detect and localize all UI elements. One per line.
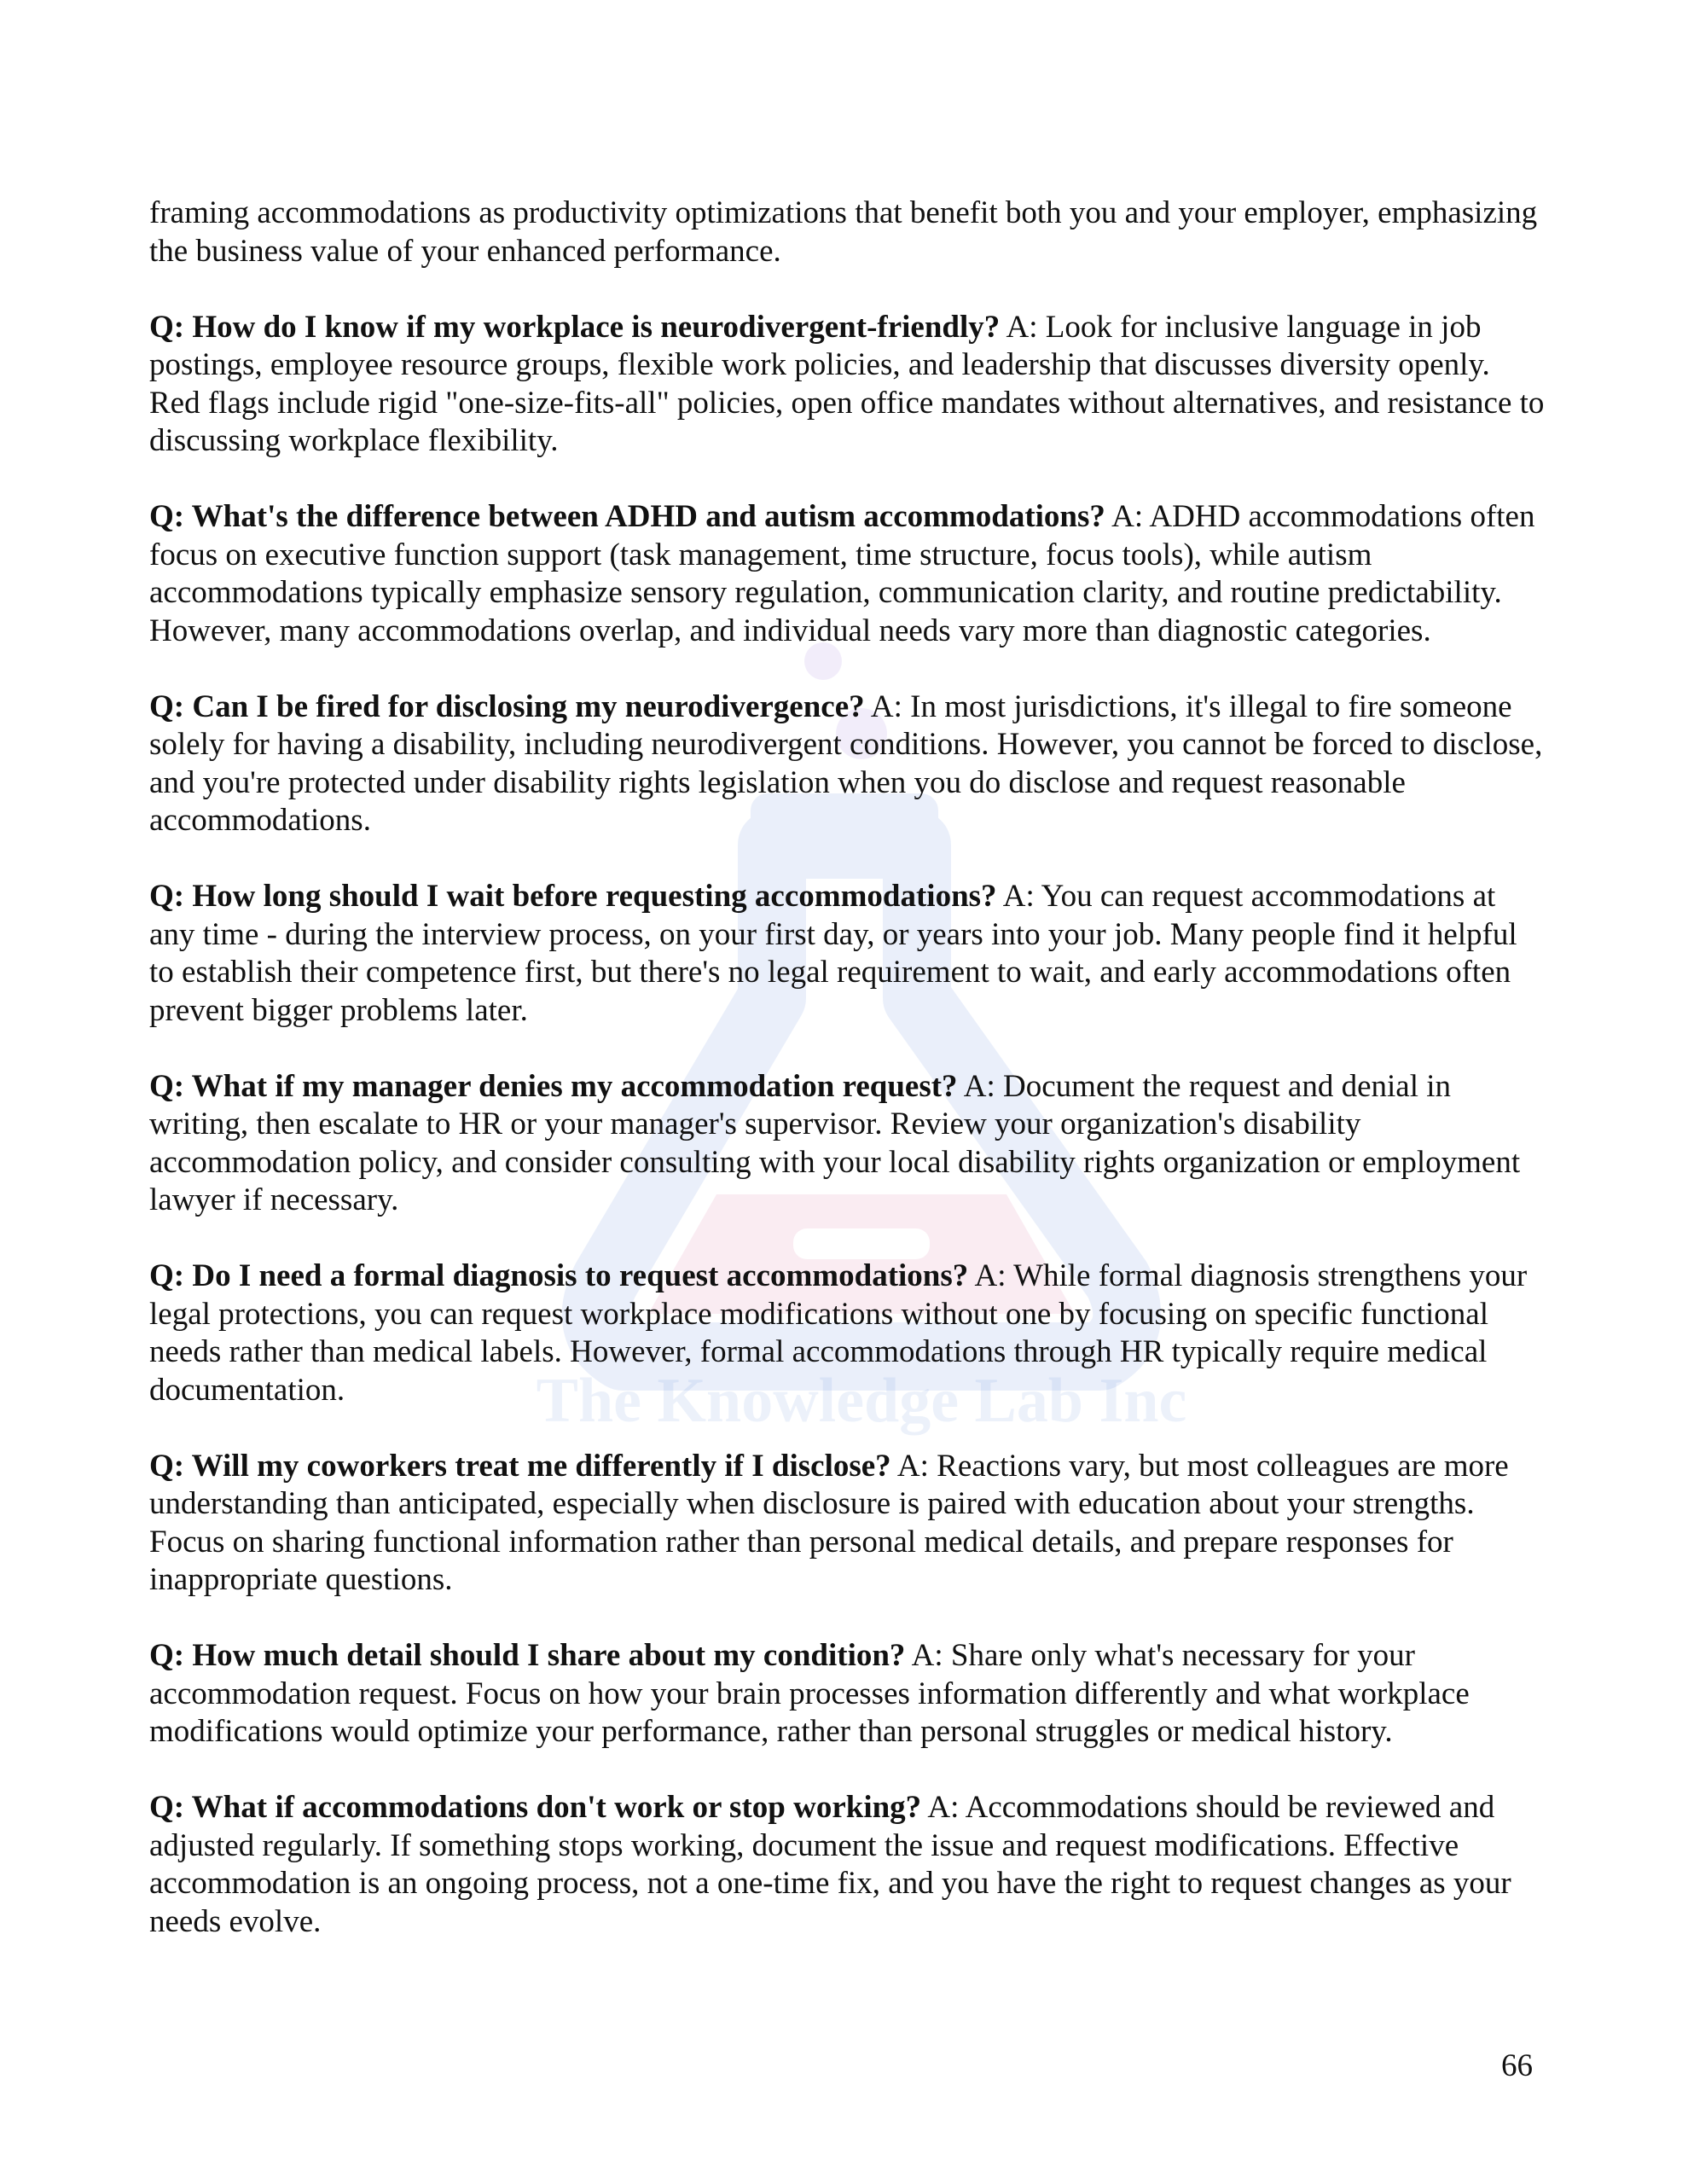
faq-item (149, 1448, 1548, 1600)
faq-question: Q: What if accommodations don't work or stop working? (149, 1790, 922, 1825)
faq-answer: A: Accommodations should be reviewed and adjusted regularly. If something stops working, document the issue and request modifications. Effective accommodation is an ongoing process, not a one-time fix, and you have the right to request changes as your needs evolve. (149, 1790, 1511, 1939)
faq-answer: A: In most jurisdictions, it's illegal to fire someone solely for having a disability, including neurodivergent conditions. However, you cannot be forced to disclose, and you're protected under disability rights legislation when you do disclose and request reasonable accommodations. (149, 688, 1543, 838)
faq-answer: A: You can request accommodations at any time - during the interview process, on your first day, or years into your job. Many people find it helpful to establish their competence first, but there's no legal requirement to wait, and early accommodations often prevent bigger problems later. (149, 879, 1517, 1028)
faq-item (149, 878, 1548, 1030)
faq-item (149, 688, 1548, 840)
faq-answer: A: Share only what's necessary for your accommodation request. Focus on how your brain processes information differently and what workplace modifications would optimize your performance, rather than personal struggles or medical history. (149, 1638, 1470, 1749)
faq-question: Q: Can I be fired for disclosing my neurodivergence? (149, 688, 865, 724)
faq-item (149, 1068, 1548, 1220)
faq-answer: A: While formal diagnosis strengthens your legal protections, you can request workplace modifications without one by focusing on specific functional needs rather than medical labels. However, formal accommodations through HR typically require medical documentation. (149, 1258, 1528, 1408)
faq-content (149, 195, 1548, 1979)
page-number: 66 (1501, 2048, 1533, 2083)
faq-question: Q: Do I need a formal diagnosis to request accommodations? (149, 1258, 969, 1293)
faq-answer: A: Reactions vary, but most colleagues are more understanding than anticipated, especially when disclosure is paired with education about your strengths. Focus on sharing functional information rather than personal medical details, and prepare responses for inappropriate questions. (149, 1448, 1509, 1597)
faq-answer: A: Look for inclusive language in job postings, employee resource groups, flexible work policies, and leadership that discusses diversity openly. Red flags include rigid "one-size-fits-all" policies, open office mandates without alternatives, and resistance to discussing workplace flexibility. (149, 309, 1545, 458)
faq-question: Q: Will my coworkers treat me differently if I disclose? (149, 1448, 891, 1484)
faq-item (149, 498, 1548, 650)
faq-question: Q: How much detail should I share about my condition? (149, 1638, 906, 1673)
intro-paragraph: framing accommodations as productivity optimizations that benefit both you and your employer, emphasizing the business value of your enhanced performance. (149, 195, 1538, 269)
faq-question: Q: What's the difference between ADHD and autism accommodations? (149, 499, 1105, 534)
faq-question: Q: How do I know if my workplace is neurodivergent-friendly? (149, 309, 1001, 345)
faq-item (149, 1789, 1548, 1941)
faq-item (149, 309, 1548, 461)
faq-question: Q: What if my manager denies my accommodation request? (149, 1068, 958, 1104)
watermark-text: The Knowledge Lab Inc (536, 1366, 1187, 1436)
faq-item (149, 1258, 1548, 1409)
faq-answer: A: ADHD accommodations often focus on executive function support (task management, time structure, focus tools), while autism accommodations typically emphasize sensory regulation, communication clarity, and routine predictability. However, many accommodations overlap, and individual needs vary more than diagnostic categories. (149, 499, 1535, 648)
faq-question: Q: How long should I wait before requesting accommodations? (149, 879, 997, 914)
faq-item (149, 1637, 1548, 1751)
faq-answer: A: Document the request and denial in writing, then escalate to HR or your manager's supervisor. Review your organization's disability accommodation policy, and consider consulting with your local disability rights organization or employment lawyer if necessary. (149, 1068, 1521, 1217)
